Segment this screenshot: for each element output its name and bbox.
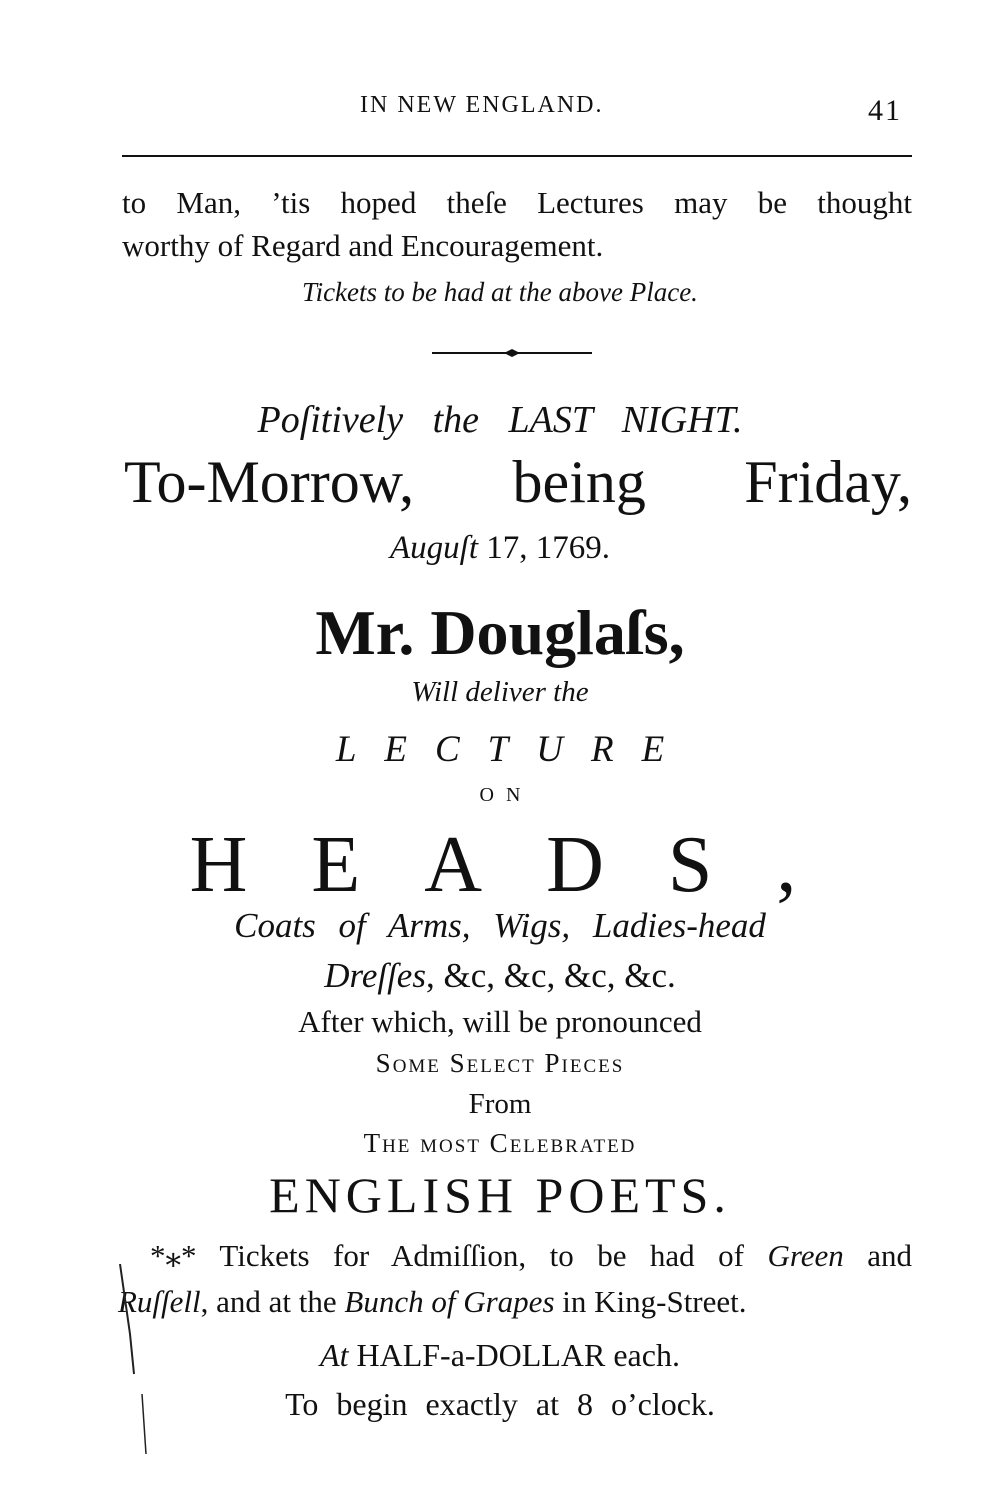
admission-place: Bunch of Grapes [344,1284,555,1319]
on-word: ON [479,784,533,806]
price-at: At [320,1337,349,1373]
start-time-line: To begin exactly at 8 o’clock. [285,1386,715,1422]
after-which-line: After which, will be pronounced [298,1004,702,1039]
admission-line-1-suffix: and [843,1238,912,1273]
heads-heading: HEADS, [189,821,861,909]
header-rule [122,155,912,157]
speaker-name: Mr. Douglaſs, [315,597,685,668]
price-rest: HALF-a-DOLLAR each. [348,1337,680,1373]
admission-name-russell: Ruſſell [118,1284,201,1319]
english-poets-heading: ENGLISH POETS. [269,1167,731,1223]
from-line: From [468,1088,532,1120]
lecture-heading: LECTURE [335,729,693,770]
coats-line: Coats of Arms, Wigs, Ladies-head [234,906,766,945]
admission-line-2-suffix: in King-Street. [554,1284,747,1319]
select-pieces-line: Some Select Pieces [375,1048,625,1078]
admission-line-2 [118,1284,747,1320]
dresses-word: Dreſſes [324,956,426,995]
tickets-note: Tickets to be had at the above Place. [302,277,698,307]
admission-prefix: *⁎* Tickets for Admiſſion, to be had of [150,1238,768,1273]
date-month: Auguſt [390,530,478,566]
date-rest: 17, 1769. [478,530,610,566]
page-number: 41 [868,94,902,127]
event-date [0,530,1000,567]
continuation-line-1: to Man, ’tis hoped theſe Lectures may be thought [122,185,912,220]
handwritten-pen-mark [112,1264,172,1464]
tomorrow-heading: To-Morrow, being Friday, [124,449,912,515]
will-deliver-line: Will deliver the [411,676,589,708]
admission-line-2-mid: , and at the [200,1284,345,1319]
running-head: IN NEW ENGLAND. [360,92,604,118]
section-divider-ornament [432,346,592,360]
last-night-heading: Poſitively the LAST NIGHT. [257,399,743,441]
most-celebrated-line: The most Celebrated [363,1128,637,1158]
continuation-line-2: worthy of Regard and Encouragement. [122,228,604,263]
admission-name-green: Green [767,1238,844,1273]
dresses-line [0,956,1000,996]
dresses-rest: , &c, &c, &c, &c. [425,956,676,995]
admission-line-1 [150,1238,912,1274]
